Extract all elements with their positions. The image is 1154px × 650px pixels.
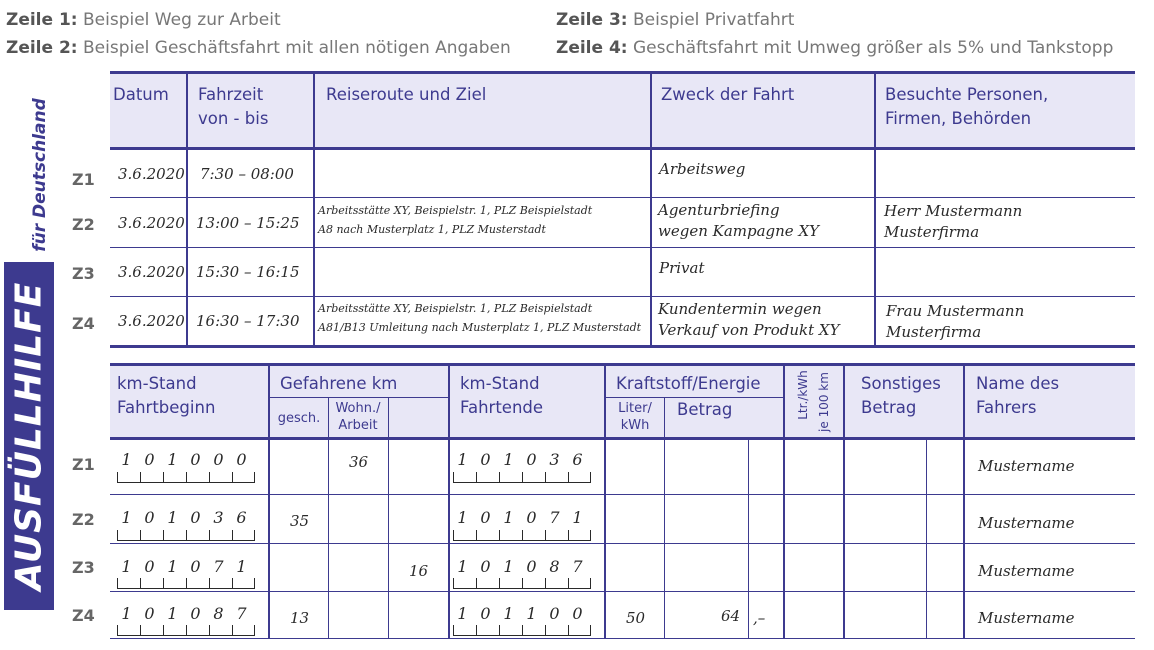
header-liter: Liter/ <box>618 401 652 416</box>
digit: 3 <box>213 508 224 527</box>
digit: 1 <box>457 508 468 527</box>
row-label-z1-bottom: Z1 <box>72 455 95 474</box>
rule <box>664 397 665 639</box>
digit: 0 <box>549 604 560 623</box>
rule <box>186 72 188 347</box>
header-wohn: Wohn./ <box>335 401 381 416</box>
cell-name: Mustername <box>978 562 1075 580</box>
cell-person: Herr Mustermann <box>884 202 1023 220</box>
header-name: Name des <box>976 374 1060 393</box>
header-kwh: kWh <box>620 418 650 433</box>
digit: 0 <box>144 604 155 623</box>
odometer-ticks <box>453 625 591 636</box>
header-ltr-kwh: Ltr./kWh <box>796 370 810 420</box>
odometer-ticks <box>453 578 591 589</box>
cell-zeit: 16:30 – 17:30 <box>196 312 300 330</box>
cell-datum: 3.6.2020 <box>118 165 185 183</box>
odometer-ticks <box>117 530 255 541</box>
rule <box>110 437 1135 440</box>
digit: 1 <box>503 508 514 527</box>
rule <box>110 345 1135 348</box>
header-datum: Datum <box>113 85 169 104</box>
digit: 6 <box>572 450 583 469</box>
cell-person: Musterfirma <box>884 223 980 241</box>
rule <box>874 72 876 347</box>
header-km-start-sub: Fahrtbeginn <box>117 398 216 417</box>
rule <box>328 397 329 639</box>
digit: 1 <box>121 508 132 527</box>
odometer-start <box>115 508 253 527</box>
header-km-end-sub: Fahrtende <box>460 398 544 417</box>
cell-privat: 16 <box>409 562 429 580</box>
digit: 0 <box>572 604 583 623</box>
cell-zweck: Verkauf von Produkt XY <box>658 321 840 339</box>
cell-zeit: 13:00 – 15:25 <box>196 214 300 232</box>
cell-liter: 50 <box>626 609 646 627</box>
digit: 1 <box>167 604 178 623</box>
cell-zweck: Agenturbriefing <box>658 201 780 219</box>
digit: 1 <box>167 508 178 527</box>
row-label-z2-top: Z2 <box>72 215 95 234</box>
cell-gesch: 35 <box>290 512 310 530</box>
rule <box>110 147 1135 150</box>
header-personen-sub: Firmen, Behörden <box>885 109 1032 128</box>
header-gefahren: Gefahrene km <box>280 374 398 393</box>
digit: 0 <box>144 557 155 576</box>
cell-zweck: Privat <box>659 259 705 277</box>
header-km-start: km-Stand <box>117 374 197 393</box>
header-arbeit: Arbeit <box>338 418 378 433</box>
odometer-ticks <box>453 472 591 483</box>
rule <box>650 72 652 347</box>
cell-person: Musterfirma <box>886 323 982 341</box>
digit: 1 <box>457 557 468 576</box>
digit: 1 <box>503 604 514 623</box>
cell-betrag-cent: ,– <box>753 609 766 627</box>
digit: 7 <box>572 557 583 576</box>
cell-name: Mustername <box>978 514 1075 532</box>
digit: 0 <box>144 450 155 469</box>
rule <box>110 638 1135 639</box>
header-je-100km: je 100 km <box>817 372 831 432</box>
odometer-end <box>451 604 589 623</box>
header-kraftstoff: Kraftstoff/Energie <box>616 374 761 393</box>
header-zweck: Zweck der Fahrt <box>661 85 795 104</box>
rule <box>268 364 270 639</box>
cell-datum: 3.6.2020 <box>118 214 185 232</box>
cell-name: Mustername <box>978 457 1075 475</box>
header-sonstiges-betrag: Betrag <box>861 398 917 417</box>
row-label-z1-top: Z1 <box>72 170 95 189</box>
banner-ausfuellhilfe: AUSFÜLLHILFE <box>4 262 54 610</box>
digit: 0 <box>480 604 491 623</box>
digit: 7 <box>213 557 224 576</box>
rule <box>604 364 606 639</box>
digit: 0 <box>480 508 491 527</box>
digit: 0 <box>190 508 201 527</box>
digit: 0 <box>526 450 537 469</box>
digit: 0 <box>213 450 224 469</box>
rule <box>448 364 450 639</box>
legend-line-2: Zeile 2: Beispiel Geschäftsfahrt mit allen nötigen Angaben <box>6 38 511 58</box>
digit: 0 <box>236 450 247 469</box>
cell-wohn-arbeit: 36 <box>349 453 369 471</box>
rule <box>748 437 749 639</box>
digit: 0 <box>480 557 491 576</box>
header-fahrzeit-sub: von - bis <box>198 109 269 128</box>
rule <box>783 364 785 639</box>
digit: 6 <box>236 508 247 527</box>
rule <box>963 364 965 639</box>
row-label-z3-top: Z3 <box>72 264 95 283</box>
legend-line-4: Zeile 4: Geschäftsfahrt mit Umweg größer als 5% und Tankstopp <box>556 38 1114 58</box>
rule <box>110 197 1135 198</box>
digit: 0 <box>144 508 155 527</box>
odometer-end <box>451 557 589 576</box>
digit: 0 <box>526 557 537 576</box>
odometer-ticks <box>453 530 591 541</box>
odometer-start <box>115 450 253 469</box>
digit: 1 <box>167 557 178 576</box>
digit: 7 <box>236 604 247 623</box>
cell-datum: 3.6.2020 <box>118 312 185 330</box>
legend-line-1: Zeile 1: Beispiel Weg zur Arbeit <box>6 10 281 30</box>
digit: 3 <box>549 450 560 469</box>
odometer-ticks <box>117 472 255 483</box>
header-fahrzeit: Fahrzeit <box>198 85 264 104</box>
digit: 7 <box>549 508 560 527</box>
digit: 0 <box>190 450 201 469</box>
rule <box>926 437 927 639</box>
digit: 0 <box>190 604 201 623</box>
cell-route: Arbeitsstätte XY, Beispielstr. 1, PLZ Beispielstadt <box>318 204 593 217</box>
digit: 1 <box>572 508 583 527</box>
digit: 8 <box>213 604 224 623</box>
row-label-z4-bottom: Z4 <box>72 606 95 625</box>
header-km-end: km-Stand <box>460 374 540 393</box>
digit: 1 <box>457 450 468 469</box>
rule <box>110 71 1135 74</box>
digit: 1 <box>167 450 178 469</box>
digit: 0 <box>190 557 201 576</box>
cell-datum: 3.6.2020 <box>118 263 185 281</box>
cell-route: Arbeitsstätte XY, Beispielstr. 1, PLZ Beispielstadt <box>318 302 593 315</box>
header-fahrer: Fahrers <box>976 398 1037 417</box>
odometer-ticks <box>117 625 255 636</box>
digit: 1 <box>457 604 468 623</box>
header-sonstiges: Sonstiges <box>861 374 941 393</box>
row-label-z2-bottom: Z2 <box>72 510 95 529</box>
digit: 1 <box>236 557 247 576</box>
header-betrag: Betrag <box>677 400 733 419</box>
cell-gesch: 13 <box>290 609 310 627</box>
cell-zeit: 15:30 – 16:15 <box>196 263 300 281</box>
digit: 1 <box>121 557 132 576</box>
digit: 1 <box>503 450 514 469</box>
cell-person: Frau Mustermann <box>886 302 1025 320</box>
rule <box>270 397 448 398</box>
cell-zeit: 7:30 – 08:00 <box>200 165 294 183</box>
odometer-ticks <box>117 578 255 589</box>
cell-zweck: Arbeitsweg <box>659 160 746 178</box>
rule <box>843 364 845 639</box>
rule <box>110 363 1135 366</box>
rule <box>110 591 1135 592</box>
cell-route: A8 nach Musterplatz 1, PLZ Musterstadt <box>318 223 546 236</box>
country-label: für Deutschland <box>30 98 50 252</box>
row-label-z3-bottom: Z3 <box>72 558 95 577</box>
cell-name: Mustername <box>978 609 1075 627</box>
digit: 1 <box>121 604 132 623</box>
digit: 8 <box>549 557 560 576</box>
row-label-z4-top: Z4 <box>72 314 95 333</box>
cell-zweck: Kundentermin wegen <box>658 300 822 318</box>
odometer-start <box>115 557 253 576</box>
rule <box>388 397 389 639</box>
legend-line-3: Zeile 3: Beispiel Privatfahrt <box>556 10 795 30</box>
digit: 1 <box>503 557 514 576</box>
rule <box>110 247 1135 248</box>
odometer-end <box>451 450 589 469</box>
digit: 0 <box>526 508 537 527</box>
rule <box>313 72 315 347</box>
digit: 1 <box>526 604 537 623</box>
rule <box>110 296 1135 297</box>
cell-route: A81/B13 Umleitung nach Musterplatz 1, PLZ Musterstadt <box>318 321 642 334</box>
rule <box>110 543 1135 544</box>
header-gesch: gesch. <box>277 411 321 426</box>
rule <box>110 494 1135 495</box>
cell-zweck: wegen Kampagne XY <box>658 222 820 240</box>
digit: 0 <box>480 450 491 469</box>
header-personen: Besuchte Personen, <box>885 85 1049 104</box>
odometer-start <box>115 604 253 623</box>
cell-betrag: 64 <box>721 607 741 625</box>
header-route: Reiseroute und Ziel <box>326 85 487 104</box>
digit: 1 <box>121 450 132 469</box>
odometer-end <box>451 508 589 527</box>
